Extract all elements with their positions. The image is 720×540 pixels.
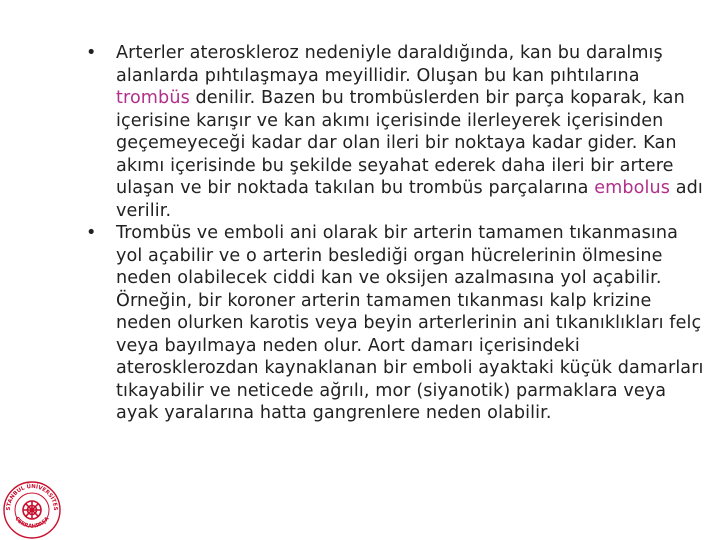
bullet-text: Trombüs ve emboli ani olarak bir arterin tamamen tıkanmasına yol açabilir ve o arterin beslediği organ hücrelerinin ölmesine neden olabilecek ciddi kan ve oksijen azalmasına yol açabilir. Örneğin, bir koroner arterin tamamen tıkanması kalp krizine neden olurken karotis veya beyin arterlerinin ani tıkanıklıkları felç veya bayılmaya neden olur. Aort damarı içerisindeki aterosklerozdan kaynaklanan bir emboli ayaktaki küçük damarları tıkayabilir ve neticede ağrılı, mor (siyanotik) parmaklara veya ayak yaralarına hatta gangrenlere neden olabilir. [116,223,704,423]
bullet-text: adı verilir. [116,178,703,221]
logo-text-top: STANBUL ÜNİVERSİTES [5,483,59,511]
university-logo [0,476,64,540]
bullet-item-2 [86,222,710,425]
bullet-text: Arterler ateroskleroz nedeniyle daraldığında, kan bu daralmış alanlarda pıhtılaşmaya meyillidir. Oluşan bu kan pıhtılarına [116,43,663,86]
term-embolus: embolus [594,178,671,198]
bullet-text: denilir. Bazen bu trombüslerden bir parça koparak, kan içerisine karışır ve kan akımı içerisinde ilerleyerek içerisinden geçemeyeceği kadar dar olan ileri bir noktaya kadar gider. Kan akımı içerisinde bu şekilde seyahat ederek daha ileri bir artere ulaşan ve bir noktada takılan bu trombüs parçalarına [116,88,685,198]
bullet-marker: • [86,223,97,243]
logo-text-bottom: CERRAHPAŞA [13,515,51,530]
bullet-list [86,42,710,425]
logo-emblem-icon [23,501,41,519]
term-trombus: trombüs [116,88,190,108]
bullet-item-1 [86,42,710,222]
bullet-marker: • [86,43,97,63]
